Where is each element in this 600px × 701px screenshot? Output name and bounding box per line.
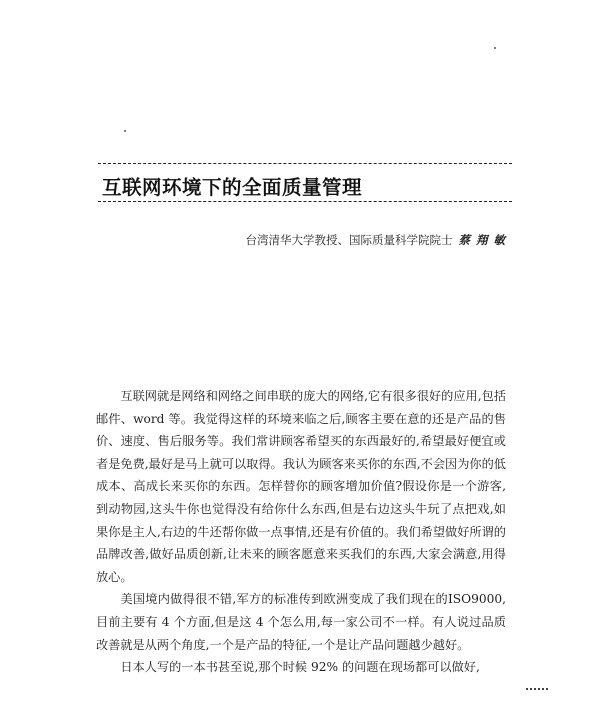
scan-corner-mark [526, 688, 548, 693]
byline-affiliation: 台湾清华大学教授、国际质量科学院院士 [245, 233, 453, 247]
title-rule-top [98, 163, 512, 164]
paragraph: 日本人写的一本书甚至说,那个时候 92% 的问题在现场都可以做好, [120, 660, 480, 675]
article-body [96, 385, 506, 679]
title-rule-bottom [98, 201, 512, 202]
paragraph: 美国境内做得很不错,军方的标准传到欧洲变成了我们现在的ISO9000,目前主要有 4 个方面,但是这 4 个怎么用,每一家公司不一样。有人说过品质改善就是从两个角度,一个是产品的特征,一个是让产品问题越少越好。 [96, 592, 506, 652]
paragraph: 互联网就是网络和网络之间串联的庞大的网络,它有很多很好的应用,包括邮件、word 等。我觉得这样的环境来临之后,顾客主要在意的还是产品的售价、速度、售后服务等。我们常讲顾客希望买的东西最好的,希望最好便宜或者是免费,最好是马上就可以取得。我认为顾客来买你的东西,不会因为你的低成本、高成长来买你的东西。怎样替你的顾客增加价值?假设你是一个游客,到动物园,这头牛你也觉得没有给你什么东西,但是右边这头牛玩了点把戏,如果你是主人,右边的牛还帮你做一点事情,还是有价值的。我们希望做好所谓的品牌改善,做好品质创新,让未来的顾客愿意来买我们的东西,大家会满意,用得放心。 [96, 389, 506, 584]
scan-speck [124, 130, 126, 132]
byline-author: 蔡 翔 敏 [458, 233, 506, 247]
article-title: 互联网环境下的全面质量管理 [102, 176, 363, 199]
scan-speck [494, 47, 496, 49]
byline [245, 232, 506, 248]
